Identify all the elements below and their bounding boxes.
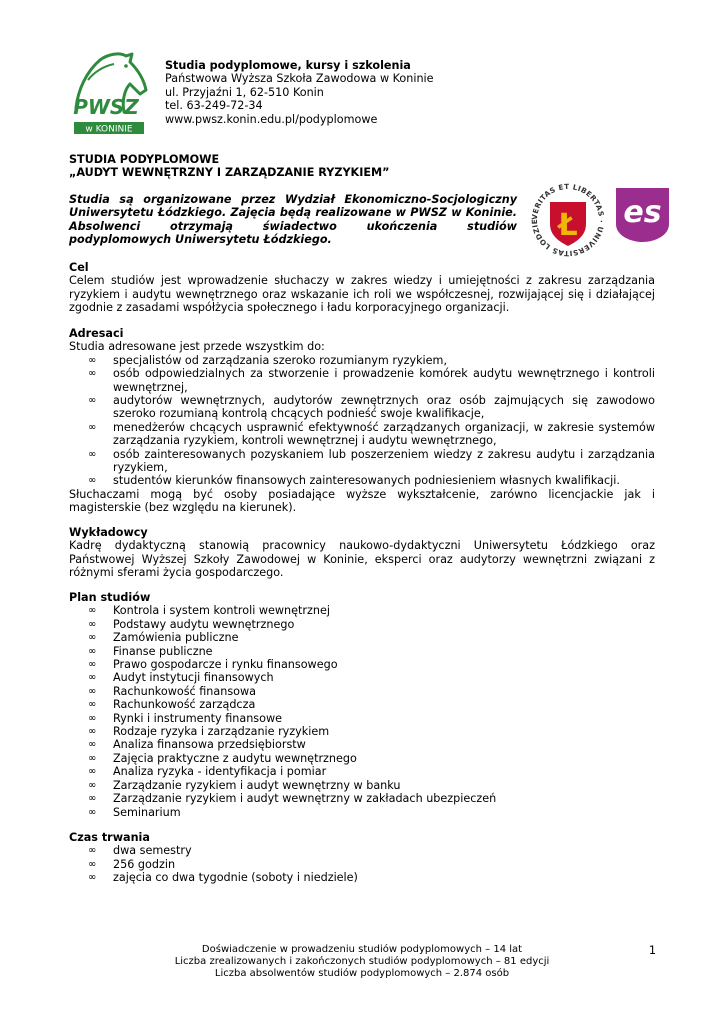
section-text: Kadrę dydaktyczną stanowią pracownicy naukowo-dydaktyczni Uniwersytetu Łódzkiego oraz Państwowej Wyższej Szkoły Zawodowej w Koninie, eksperci oraz audytorzy wewnętrzni związani z różnymi sferami życia gospodarczego. bbox=[69, 539, 655, 580]
ul-letter: Ł bbox=[558, 208, 578, 243]
institution-header bbox=[165, 59, 495, 126]
bullet-icon: ∞ bbox=[88, 368, 97, 380]
list-item: ∞ Zamówienia publiczne bbox=[88, 631, 239, 645]
duration-list bbox=[69, 844, 655, 884]
list-item: ∞ Zarządzanie ryzykiem i audyt wewnętrzny w zakładach ubezpieczeń bbox=[88, 792, 497, 806]
list-item: ∞ zajęcia co dwa tygodnie (soboty i niedziele) bbox=[88, 871, 358, 885]
pwsz-horse-icon bbox=[66, 50, 152, 136]
bullet-icon: ∞ bbox=[88, 618, 97, 630]
header-title: Studia podyplomowe, kursy i szkolenia bbox=[165, 59, 411, 72]
page-number: 1 bbox=[648, 944, 656, 957]
footer-line: Doświadczenie w prowadzeniu studiów podyplomowych – 14 lat bbox=[201, 944, 523, 955]
curriculum-list bbox=[69, 604, 655, 819]
bullet-icon: ∞ bbox=[88, 421, 97, 433]
bullet-icon: ∞ bbox=[88, 699, 97, 711]
section-heading: Czas trwania bbox=[69, 831, 150, 844]
page-footer bbox=[120, 944, 604, 980]
bullet-icon: ∞ bbox=[88, 858, 97, 870]
bullet-icon: ∞ bbox=[88, 632, 97, 644]
section-heading: Adresaci bbox=[69, 327, 124, 340]
section-adresaci bbox=[69, 327, 655, 515]
section-text: Celem studiów jest wprowadzenie słuchaczy w zakres wiedzy i umiejętności z zakresu zarządzania ryzykiem i audytu wewnętrznego oraz wskazanie ich roli we współczesnej, rozwijającej się i działającej zgodnie z zasadami współżycia społecznego i ładu korporacyjnego organizacji. bbox=[69, 274, 655, 315]
intro-paragraph: Studia są organizowane przez Wydział Ekonomiczno-Socjologiczny Uniwersytetu Łódzkiego. Zajęcia będą realizowane w PWSZ w Koninie. Absolwenci otrzymają świadectwo ukończenia studiów podyplomowych Uniwersytetu Łódzkiego. bbox=[69, 193, 517, 247]
list-item: ∞ Zarządzanie ryzykiem i audyt wewnętrzny w banku bbox=[88, 778, 401, 792]
section-cel bbox=[69, 261, 655, 315]
list-item: ∞ Audyt instytucji finansowych bbox=[88, 671, 274, 685]
university-seal-icon bbox=[528, 180, 608, 260]
section-plan bbox=[69, 591, 655, 819]
section-outro: Słuchaczami mogą być osoby posiadające wyższe wykształcenie, zarówno licencjackie jak i magisterskie (bez względu na kierunek). bbox=[69, 487, 655, 515]
bullet-icon: ∞ bbox=[88, 659, 97, 671]
list-item: ∞ osób odpowiedzialnych za stworzenie i prowadzenie komórek audytu wewnętrznego i kontroli wewnętrznej, bbox=[88, 367, 655, 394]
list-item: ∞ Rachunkowość finansowa bbox=[88, 684, 257, 698]
section-heading: Plan studiów bbox=[69, 591, 151, 604]
list-item: ∞ specjalistów od zarządzania szeroko rozumianym ryzykiem, bbox=[88, 353, 447, 367]
section-intro: Studia adresowane jest przede wszystkim do: bbox=[69, 340, 325, 354]
list-item: ∞ Rachunkowość zarządcza bbox=[88, 698, 256, 712]
list-item: ∞ Analiza finansowa przedsiębiorstw bbox=[88, 738, 306, 752]
list-item: ∞ Seminarium bbox=[88, 805, 181, 819]
bullet-icon: ∞ bbox=[88, 354, 97, 366]
list-item: ∞ audytorów wewnętrznych, audytorów zewnętrznych oraz osób zajmujących się zawodowo szeroko rozumianą kontrolą chcących podnieść swoje kwalifikacje, bbox=[88, 394, 655, 421]
list-item: ∞ 256 godzin bbox=[88, 857, 176, 871]
es-logo-icon bbox=[614, 186, 671, 244]
es-faculty-logo bbox=[614, 186, 671, 244]
pwsz-logo-subtitle: w KONINIE bbox=[85, 124, 133, 135]
list-item: ∞ menedżerów chcących usprawnić efektywność zarządzanych organizacji, w zakresie systemów zarządzania ryzykiem, kontroli wewnętrznej i audytu wewnętrznego, bbox=[88, 420, 655, 448]
list-item: ∞ Kontrola i system kontroli wewnętrznej bbox=[88, 604, 330, 618]
seal-ring-text: VERITAS ET LIBERTAS · UNIVERSITAS LODZIE bbox=[529, 181, 607, 259]
footer-line: Liczba absolwentów studiów podyplomowych – 2.874 osób bbox=[214, 968, 510, 979]
heading-line-1: STUDIA PODYPLOMOWE bbox=[69, 153, 220, 166]
list-item: ∞ Rodzaje ryzyka i zarządzanie ryzykiem bbox=[88, 725, 330, 739]
bullet-icon: ∞ bbox=[88, 645, 97, 657]
section-heading: Wykładowcy bbox=[69, 526, 148, 539]
header-line: Państwowa Wyższa Szkoła Zawodowa w Koninie bbox=[165, 72, 434, 86]
header-line: tel. 63-249-72-34 bbox=[165, 99, 263, 113]
bullet-icon: ∞ bbox=[88, 739, 97, 751]
pwsz-logo bbox=[66, 50, 152, 136]
list-item: ∞ studentów kierunków finansowych zainteresowanych podniesieniem własnych kwalifikacji. bbox=[88, 474, 620, 488]
bullet-icon: ∞ bbox=[88, 793, 97, 805]
footer-line: Liczba zrealizowanych i zakończonych studiów podyplomowych – 81 edycji bbox=[174, 956, 550, 967]
bullet-icon: ∞ bbox=[88, 448, 97, 460]
list-item: ∞ Zajęcia praktyczne z audytu wewnętrznego bbox=[88, 751, 357, 765]
bullet-icon: ∞ bbox=[88, 779, 97, 791]
es-logo-text: es bbox=[623, 195, 662, 230]
list-item: ∞ Analiza ryzyka - identyfikacja i pomiar bbox=[88, 765, 327, 779]
bullet-icon: ∞ bbox=[88, 806, 97, 818]
list-item: ∞ osób zainteresowanych pozyskaniem lub poszerzeniem wiedzy z zakresu audytu i zarządzania ryzykiem, bbox=[88, 447, 655, 475]
heading-line-2: „AUDYT WEWNĘTRZNY I ZARZĄDZANIE RYZYKIEM” bbox=[69, 166, 390, 180]
bullet-icon: ∞ bbox=[88, 712, 97, 724]
bullet-icon: ∞ bbox=[88, 752, 97, 764]
bullet-icon: ∞ bbox=[88, 766, 97, 778]
header-url: www.pwsz.konin.edu.pl/podyplomowe bbox=[165, 112, 378, 126]
section-czas bbox=[69, 831, 655, 885]
bullet-icon: ∞ bbox=[88, 672, 97, 684]
list-item: ∞ Finanse publiczne bbox=[88, 644, 213, 658]
bullet-icon: ∞ bbox=[88, 845, 97, 857]
pwsz-logo-name: PWSZ bbox=[73, 95, 139, 119]
list-item: ∞ Podstawy audytu wewnętrznego bbox=[88, 617, 295, 631]
list-item: ∞ Rynki i instrumenty finansowe bbox=[88, 711, 283, 725]
section-wykladowcy bbox=[69, 526, 655, 580]
audience-list bbox=[69, 354, 655, 488]
list-item: ∞ Prawo gospodarcze i rynku finansowego bbox=[88, 658, 338, 672]
bullet-icon: ∞ bbox=[88, 726, 97, 738]
section-heading: Cel bbox=[69, 261, 89, 274]
bullet-icon: ∞ bbox=[88, 872, 97, 884]
bullet-icon: ∞ bbox=[88, 475, 97, 487]
header-line: ul. Przyjaźni 1, 62-510 Konin bbox=[165, 85, 324, 99]
document-heading bbox=[69, 153, 569, 180]
bullet-icon: ∞ bbox=[88, 395, 97, 407]
list-item: ∞ dwa semestry bbox=[88, 844, 192, 858]
university-lodz-logo bbox=[528, 180, 608, 260]
bullet-icon: ∞ bbox=[88, 605, 97, 617]
bullet-icon: ∞ bbox=[88, 685, 97, 697]
